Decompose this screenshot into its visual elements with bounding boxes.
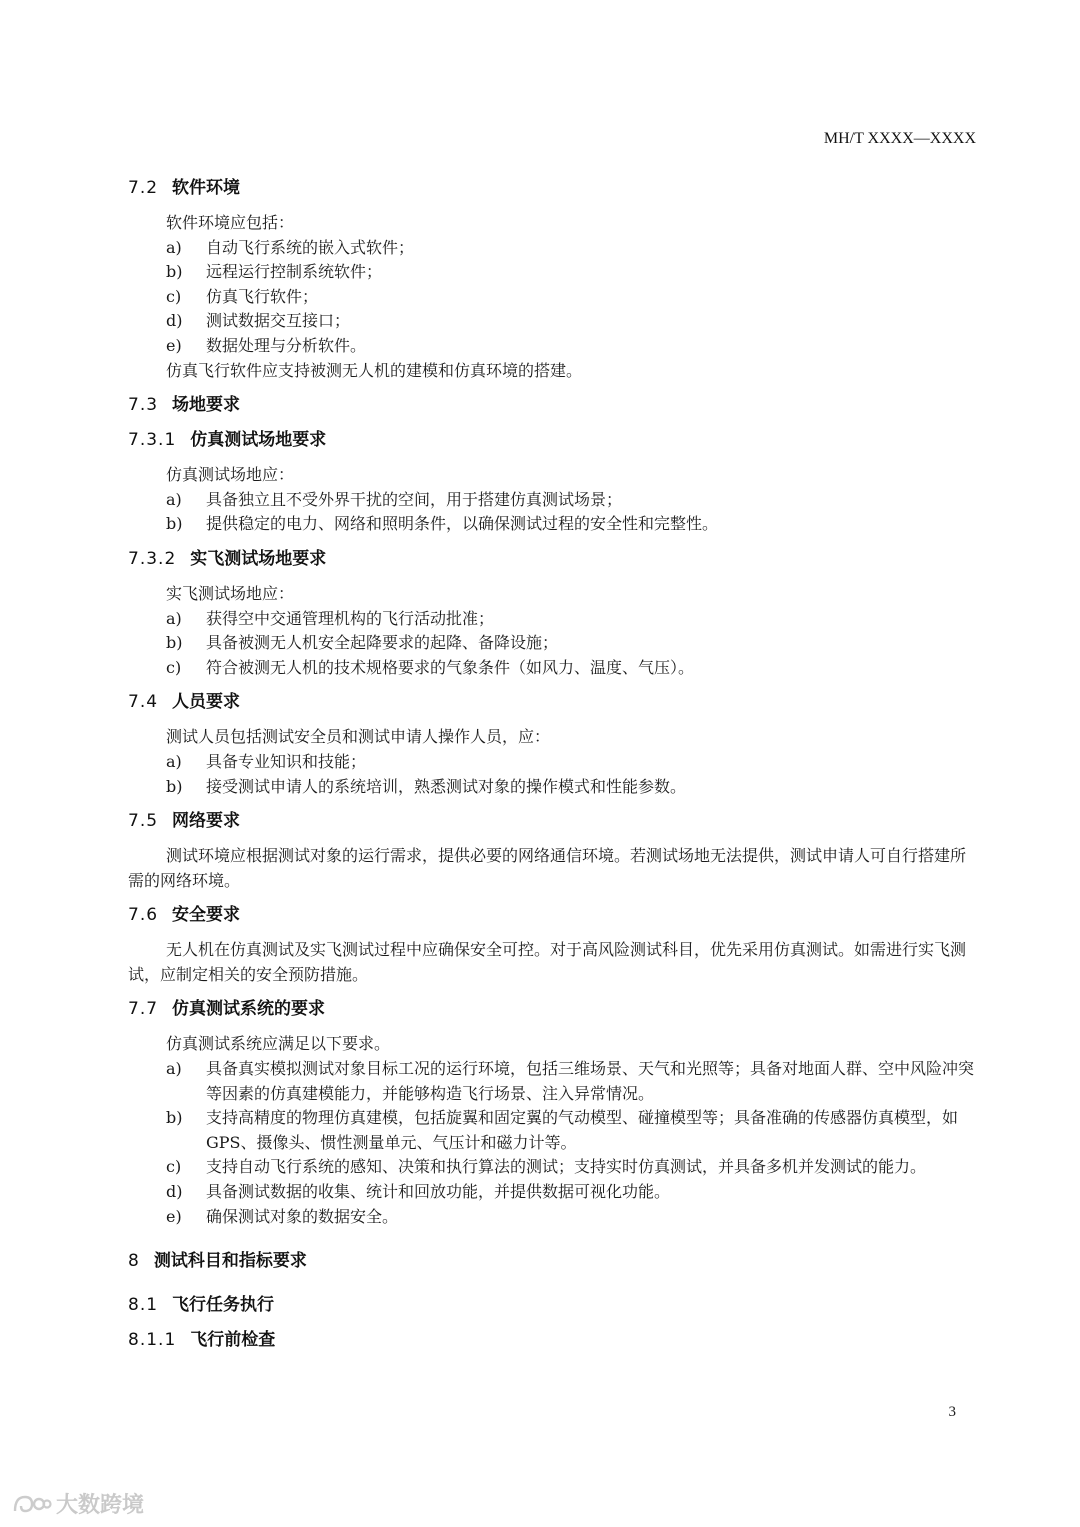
list-marker: a) bbox=[166, 1059, 182, 1079]
watermark bbox=[12, 1488, 144, 1519]
list-item-text: 具备被测无人机安全起降要求的起降、备降设施； bbox=[206, 633, 559, 653]
section-heading bbox=[128, 997, 978, 1021]
spacer bbox=[128, 987, 978, 997]
section-number: 7.4 bbox=[128, 692, 159, 713]
spacer bbox=[128, 537, 978, 547]
spacer bbox=[128, 1317, 978, 1328]
list-item-text: 具备独立且不受外界干扰的空间，用于搭建仿真测试场景； bbox=[206, 489, 623, 509]
section-heading bbox=[128, 393, 978, 417]
list-item-text: 远程运行控制系统软件； bbox=[206, 262, 383, 282]
list-item-text: 提供稳定的电力、网络和照明条件，以确保测试过程的安全性和完整性。 bbox=[206, 514, 719, 534]
section-title: 飞行前检查 bbox=[190, 1330, 276, 1351]
section-number: 7.3.1 bbox=[128, 430, 177, 451]
section-title: 仿真测试场地要求 bbox=[190, 430, 327, 451]
list-item bbox=[128, 750, 978, 775]
spacer bbox=[128, 417, 978, 428]
list-item-text: 支持高精度的物理仿真建模，包括旋翼和固定翼的气动模型、碰撞模型等；具备准确的传感器仿真模型，如 GPS、摄像头、惯性测量单元、气压计和磁力计等。 bbox=[206, 1108, 959, 1152]
list-marker: d) bbox=[166, 311, 183, 331]
list-marker: b) bbox=[166, 633, 183, 653]
list-item-text: 具备真实模拟测试对象目标工况的运行环境，包括三维场景、天气和光照等；具备对地面人群、空中风险冲突等因素的仿真建模能力，并能够构造飞行场景、注入异常情况。 bbox=[206, 1059, 975, 1103]
paragraph: 仿真测试场地应： bbox=[166, 465, 295, 485]
list-marker: b) bbox=[166, 514, 183, 534]
watermark-text: 大数跨境 bbox=[56, 1493, 145, 1518]
list-item bbox=[128, 656, 978, 681]
section-title: 实飞测试场地要求 bbox=[190, 548, 327, 569]
spacer bbox=[128, 200, 978, 211]
section-heading bbox=[128, 903, 978, 927]
list-marker: c) bbox=[166, 286, 182, 306]
section-title: 飞行任务执行 bbox=[172, 1295, 275, 1316]
section-heading bbox=[128, 1293, 978, 1317]
list-item bbox=[128, 631, 978, 656]
section-heading bbox=[128, 1328, 978, 1352]
spacer bbox=[128, 714, 978, 725]
list-item-text: 支持自动飞行系统的感知、决策和执行算法的测试；支持实时仿真测试，并具备多机并发测试的能力。 bbox=[206, 1157, 927, 1177]
list-item bbox=[128, 512, 978, 537]
list-marker: e) bbox=[166, 335, 182, 355]
list-item-text: 接受测试申请人的系统培训，熟悉测试对象的操作模式和性能参数。 bbox=[206, 776, 687, 796]
section-heading bbox=[128, 690, 978, 714]
list-item bbox=[128, 1205, 978, 1230]
section-heading bbox=[128, 428, 978, 452]
section-number: 7.5 bbox=[128, 811, 159, 832]
list-item-text: 获得空中交通管理机构的飞行活动批准； bbox=[206, 608, 495, 628]
spacer bbox=[128, 799, 978, 809]
section-number: 7.3.2 bbox=[128, 548, 177, 569]
section-number: 7.3 bbox=[128, 395, 159, 416]
spacer bbox=[128, 833, 978, 844]
section-heading bbox=[128, 547, 978, 571]
section-title: 安全要求 bbox=[172, 905, 241, 926]
section-number: 8.1.1 bbox=[128, 1330, 177, 1351]
list-item bbox=[128, 260, 978, 285]
list-item bbox=[128, 607, 978, 632]
list-marker: b) bbox=[166, 262, 183, 282]
section-number: 7.2 bbox=[128, 178, 159, 198]
paragraph: 无人机在仿真测试及实飞测试过程中应确保安全可控。对于高风险测试科目，优先采用仿真测试。如需进行实飞测试，应制定相关的安全预防措施。 bbox=[128, 940, 967, 984]
list-item bbox=[128, 1106, 978, 1155]
spacer bbox=[128, 1229, 978, 1249]
section-number: 7.6 bbox=[128, 905, 159, 926]
paragraph: 测试人员包括测试安全员和测试申请人操作人员，应： bbox=[166, 727, 551, 747]
list-item-text: 确保测试对象的数据安全。 bbox=[206, 1206, 399, 1226]
list-marker: d) bbox=[166, 1182, 183, 1202]
list-marker: e) bbox=[166, 1206, 182, 1226]
list-item bbox=[128, 334, 978, 359]
section-title: 人员要求 bbox=[172, 692, 241, 713]
paragraph: 测试环境应根据测试对象的运行需求，提供必要的网络通信环境。若测试场地无法提供，测试申请人可自行搭建所需的网络环境。 bbox=[128, 846, 967, 890]
document-body bbox=[128, 176, 978, 1352]
list-item-text: 符合被测无人机的技术规格要求的气象条件（如风力、温度、气压）。 bbox=[206, 657, 695, 677]
list-marker: c) bbox=[166, 657, 182, 677]
paragraph: 仿真测试系统应满足以下要求。 bbox=[166, 1034, 391, 1054]
list-item bbox=[128, 775, 978, 800]
list-item-text: 测试数据交互接口； bbox=[206, 311, 351, 331]
section-title: 测试科目和指标要求 bbox=[153, 1251, 307, 1272]
spacer bbox=[128, 383, 978, 393]
list-item-text: 自动飞行系统的嵌入式软件； bbox=[206, 237, 415, 257]
page-number: 3 bbox=[948, 1404, 956, 1420]
list-item bbox=[128, 488, 978, 513]
list-item bbox=[128, 236, 978, 261]
list-item bbox=[128, 285, 978, 310]
spacer bbox=[128, 571, 978, 582]
list-item-text: 具备专业知识和技能； bbox=[206, 751, 367, 771]
section-title: 场地要求 bbox=[172, 395, 241, 416]
list-item bbox=[128, 309, 978, 334]
section-title: 仿真测试系统的要求 bbox=[172, 999, 326, 1020]
section-heading bbox=[128, 809, 978, 833]
list-marker: c) bbox=[166, 1157, 182, 1177]
spacer bbox=[128, 893, 978, 903]
list-item-text: 仿真飞行软件； bbox=[206, 286, 319, 306]
list-item bbox=[128, 1057, 978, 1106]
section-number: 8.1 bbox=[128, 1295, 159, 1316]
section-number: 7.7 bbox=[128, 999, 159, 1020]
list-item-text: 具备测试数据的收集、统计和回放功能，并提供数据可视化功能。 bbox=[206, 1182, 671, 1202]
list-item-text: 数据处理与分析软件。 bbox=[206, 335, 367, 355]
list-marker: a) bbox=[166, 489, 182, 509]
spacer bbox=[128, 1273, 978, 1293]
section-title: 软件环境 bbox=[172, 178, 241, 198]
paragraph: 实飞测试场地应： bbox=[166, 583, 295, 603]
spacer bbox=[128, 452, 978, 463]
list-marker: a) bbox=[166, 751, 182, 771]
spacer bbox=[128, 927, 978, 938]
list-marker: b) bbox=[166, 776, 183, 796]
standard-code: MH/T XXXX—XXXX bbox=[823, 130, 976, 147]
list-marker: b) bbox=[166, 1108, 183, 1128]
paragraph: 软件环境应包括： bbox=[166, 213, 295, 232]
list-item bbox=[128, 1180, 978, 1205]
spacer bbox=[128, 1021, 978, 1032]
list-marker: a) bbox=[166, 608, 182, 628]
section-title: 网络要求 bbox=[172, 811, 241, 832]
section-number: 8 bbox=[128, 1251, 140, 1272]
list-marker: a) bbox=[166, 237, 182, 257]
chapter-heading bbox=[128, 1249, 978, 1273]
list-item bbox=[128, 1155, 978, 1180]
spacer bbox=[128, 680, 978, 690]
paragraph: 仿真飞行软件应支持被测无人机的建模和仿真环境的搭建。 bbox=[166, 360, 583, 380]
brand-logo-icon bbox=[12, 1491, 52, 1517]
section-heading bbox=[128, 176, 978, 200]
